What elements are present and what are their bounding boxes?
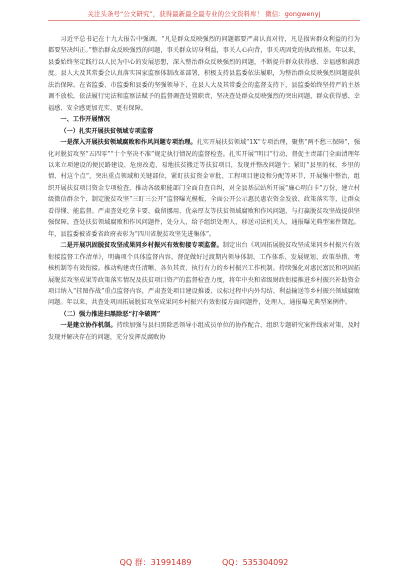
paragraph-poverty-governance: [48, 137, 360, 240]
subheading-anti-crime: （二）强力推进扫黑除恶“打伞破网”: [60, 310, 161, 318]
paragraph-text: 制定出台《巩固拓展脱贫攻坚成果同乡村振兴有效衔接监督工作清单》，明确项个具体监督内容，督促做好过渡期内领导体制、工作体系、发展规划、政策举措、考核机制等有效衔接。推动构建责任清晰、各负其责、执行有力的乡村振兴工作机制。持续强化对惠民富民和巩固拓展脱贫攻坚成果等政策落实情况及扶贫项目资产的监督检查力度，将年中央和省级财政衔接推进乡村振兴补助资金项目纳入“挂图作战”重点监督内容，严肃查处项目建设推诿、议标过程中内外勾结、利益输送等乡村振兴领域腐败问题。年以来，共查处巩固拓展脱贫攻坚成果同乡村振兴有效衔接方面问题件，处理人，通报曝光典型案例件。: [48, 242, 361, 307]
intro-paragraph: 习近平总书记在十九大报告中强调，“凡是群众反映强烈的问题都要严肃认真对待，凡是损害群众利益的行为都要坚决纠正。”整治群众反映强烈的问题，事关群众切身利益，事关人心向背，事关巩固党的执政根基。年以来，县委始终坚定践行以人民为中心的发展思想，深入整治群众反映强烈的问题，不断提升群众获得感、幸福感和满意度。县人大及其常委会认真落实国家监察体制改革部署，积极支持县监委依法履职，为整治群众反映强烈问题提供法治保障。在省监委、市监委和县委的坚强领导下，在县人大及其常委会的监督支持下，县监委始终坚持严的主基调不放松，依法履行宪法和监察法赋予的监督调查处置职责，坚决查处群众反映强烈的突出问题，群众获得感、幸福感、安全感更加充实、更有保障。: [48, 36, 360, 112]
qq-number: QQ：535304092: [222, 558, 289, 567]
page-header-banner: 关注头条号“公文研究”，获得最新最全最专业的公文资料库！ 微信：gongwenyj: [87, 10, 321, 18]
paragraph-text: 扎实开展扶贫领域“1X”专项治理，聚焦“两不愁三保障”，强化对脱贫攻坚“五四零”“十个坚决不准”规定执行情况的监督检查。扎实开展“明目”行动，督促主责部门全面清理年以来立项建设的便民路建设、危房改造、易地扶贫搬迁等扶贫项目，发现并整改问题个；紧盯“县里的权、乡里的情、村这个点”，突出重点领域和关键部位，紧盯扶贫资金审批、工程项目建设和分配等环节，开展集中整治，组织开展扶贫项目资金专项检查，推动各级职能部门全面自查自纠，对全县基层站所开展“廉心明白卡”万份，建立村级微信群余个，制定脱贫攻坚“三盯三公开”监督曝光模板，全面公开公示惠民惠农资金发放、政策落实等，让群众看得懂、能监督。严肃查处吃拿卡要、截留挪用、优亲厚友等扶贫领域腐败和作风问题，与打赢脱贫攻坚战提供坚强保障。查处扶贫领域腐败和作风问题件，处分人，给予组织处理人，移送司法机关人，通报曝光典型案件期起。年，县监委被省委省政府表彰为“四川省脱贫攻坚先进集体”。: [48, 139, 361, 238]
page-footer: [0, 557, 408, 568]
lead-phrase: 一是建立协作机制。: [60, 322, 117, 330]
subheading-poverty-supervision: （一）扎实开展扶贫领域专项监督: [60, 127, 154, 135]
paragraph-rural-revitalization: [48, 240, 360, 309]
lead-phrase: 二是开展巩固脱贫攻坚成果同乡村振兴有效衔接专项监督。: [60, 242, 223, 250]
paragraph-text: 持续加强与县扫黑除恶领导小组成员单位的协作配合，组织专题研究案件线索对策，及时发现并解决存在的问题，充分发挥反腐败协: [48, 322, 360, 341]
header-divider: [48, 20, 360, 21]
paragraph-cooperation-mechanism: [48, 320, 360, 343]
lead-phrase: 一是深入开展扶贫领域腐败和作风问题专项治理。: [60, 139, 197, 147]
document-body: [48, 34, 360, 343]
section-heading-work-status: 一、工作开展情况: [60, 116, 110, 124]
qq-group-number: QQ 群：31991489: [119, 558, 192, 567]
